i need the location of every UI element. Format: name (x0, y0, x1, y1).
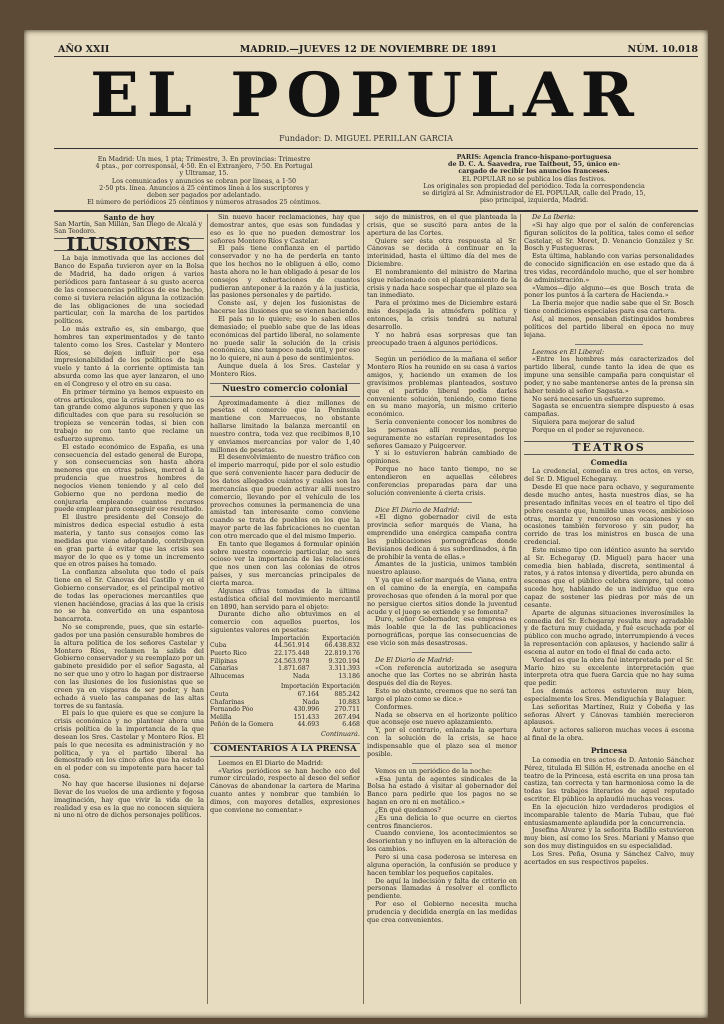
article-paragraph: Nada se observa en el horizonte político que aconseje ese nuevo aplazamiento. (367, 710, 517, 727)
article-paragraph: El nombramiento del ministro de Marina sigue relacionado con el planteamiento de la crisis y nada hace sospechar que el plazo sea tan inmediato. (367, 267, 517, 300)
trade-table-1 (210, 635, 360, 681)
table-cell: 270.711 (334, 706, 360, 714)
column-1 (54, 214, 204, 1014)
table-cell: 67.164 (297, 691, 320, 699)
subsection-title-princesa: Princesa (590, 746, 628, 755)
article-paragraph: Y no habrá esas sorpresas que tan preocupado traen á algunos periódicos. (367, 330, 517, 347)
table-cell: 24.563.978 (274, 657, 310, 665)
article-paragraph: Conste así, y dejen los fusionistas de hacerse las ilusiones que se vienen haciendo. (210, 299, 360, 316)
masthead-title: EL POPULAR (90, 59, 642, 132)
article-paragraph: Porque en el poder se rejuvenece. (532, 425, 645, 434)
continues-label: Continuará. (320, 730, 360, 738)
section-title-comentarios: COMENTARIOS Á LA PRENSA (210, 743, 360, 757)
column-divider (520, 214, 521, 1004)
article-paragraph: En primer término ya hemos expuesto en otros artículos, que la crisis financiera no es tan grande como algunos suponen y que las dificultades con que para su resolución se tropieza se vencerán todas, si bien con trabajo no con tanto que reclame un esfuerzo supremo. (54, 387, 204, 443)
section-title-comercio: Nuestro comercio colonial (210, 383, 360, 397)
article-paragraph: El ilustre presidente del Consejo de ministros dedica especial estudio á esta materia, y tanto sus consejos como las medidas que viene adoptando, contribuyen en gran parte á evitar que las crisis sea mayor de lo que es y tome un incremento que en otros países ha tomado. (54, 513, 204, 569)
subsection-title-comedia: Comedia (590, 457, 628, 467)
subscription-line: y Ultramar, 15. (179, 169, 229, 178)
article-paragraph: Aproximadamente á diez millones de pesetas el comercio que la Península mantiene con Marruecos, no obstante hallarse limitado la balanza mercantil en nuestro contra, toda vez que recibimos 8,10 y enviamos mercancías por valor de 1,40 millones de pesetas. (210, 398, 360, 454)
table-cell: Ceuta (210, 691, 229, 699)
article-paragraph: De aquí la indecisión y falta de criterio en personas llamadas á resolver el conflicto pendiente. (367, 876, 517, 901)
table-cell: Filipinas (210, 657, 238, 665)
table-cell: Peñón de la Gomera (210, 721, 274, 729)
article-paragraph: Y ya que el señor marqués de Viana, entra en el camino de la energía, en campaña provechosas que ofenden á la moral por que no persigue ciertos sitios donde la juventud acude y el juego se extiende y se fomenta? (367, 576, 517, 616)
article-paragraph: La comedia en tres actos de D. Antonio Sánchez Pérez, titulada El Sillón H, estrenada anoche en el teatro de la Princesa, está escrita en una prosa tan castiza, tan correcta y tan harmoniosa como la de todas las trabajos literarios de aquel reputado escritor. El público la aplaudió muchas veces. (524, 755, 694, 804)
subscription-line: Los comunicados y anuncios se cobran por lineas, a 1·50 (111, 176, 297, 185)
article-paragraph: ¿Es una delicia lo que ocurre en ciertos centros financieros. (367, 813, 517, 830)
table-cell: 3.311.393 (328, 665, 360, 673)
article-paragraph: No hay que hacerse ilusiones ni dejarse llevar de los vuelos de una ardiente y fogosa imaginación, hay que vivir la vida de la realidad y esa es la que no conocen siquiera ni uno ni otro de dichos personajes políticos. (54, 779, 204, 820)
table-cell: 267.494 (334, 713, 360, 721)
article-paragraph: Cuando conviene, los acontecimientos se desorientan y no influyen en la alteración de los cambios. (367, 829, 517, 854)
table-cell: 9.320.194 (328, 657, 360, 665)
separator (412, 652, 472, 653)
article-paragraph: El país no lo quiere; eso lo saben ellos demasiado; el pueblo sabe que de las ideas económicas del partido liberal, no solamente no puede salir la solución de la crisis económica, sino tampoco nada útil, y por eso no lo quiere, ni aun á peso de sentimientos. (210, 314, 360, 363)
table-row (210, 658, 360, 666)
article-paragraph: Aunque duela á los Sres. Castelar y Montero Ríos. (210, 362, 360, 378)
article-lead: De La Iberia: (532, 214, 576, 221)
article-paragraph: Los Sres. Peña, Osuna y Sánchez Calvo, muy acertados en sus respectivos papeles. (524, 849, 694, 866)
table-cell: Alhucemas (210, 672, 245, 680)
table-cell: Nada (292, 672, 310, 680)
column-divider (363, 214, 364, 1004)
article-paragraph: Según un periódico de la mañana el señor Montero Ríos ha reunido en su casa á varios amigos, y, haciendo un examen de los gravísimos problemas planteados, sostuvo que el partido liberal podía darles conveniente solución, teniendo, como tiene en su mano mayoría, un mismo criterio económico. (367, 355, 517, 419)
table-cell: 44.561.914 (274, 642, 310, 650)
santo-box (54, 214, 204, 236)
article-paragraph: Y si lo estuvieron habrán cambiado de opiniones. (367, 449, 517, 466)
table-row (210, 691, 360, 699)
article-paragraph: La confianza absoluta que todo el país tiene en el Sr. Cánovas del Castillo y en el Gobierno conservador, es el principal motivo de todas las operaciones mercantiles que vienen haciéndose, gracias á las que la crisis no se ha convertido en una espantosa bancarrota. (54, 568, 204, 624)
article-paragraph: La credencial, comedia en tres actos, en verso, del Sr. D. Miguel Echegaray. (524, 467, 694, 484)
agency-line: se dirigirá al Sr. Administrador de EL POPULAR, calle del Prado, 15, (422, 189, 646, 198)
article-paragraph: Josefina Alvarez y la señorita Badillo estuvieron muy bien, así como los Sres. Mariani y Manso que son dos muy distinguidos en su especialidad. (524, 826, 694, 851)
column-4 (524, 214, 694, 1014)
article-paragraph: Durante dicho año obtuvimos en el comercio con aquellos puertos, los siguientes valores en pesetas: (210, 610, 360, 635)
table-row (210, 706, 360, 714)
column-divider (207, 214, 208, 1004)
article-paragraph: Amantes de la justicia, unimos también nuestro aplauso. (367, 560, 517, 577)
article-paragraph: ¿En qué quedamos? (375, 805, 441, 814)
article-paragraph: En la ejecución hizo verdaderos prodigios el incomparable talento de María Tubau, que fué entusiasmamente aplaudida por la concurrencia. (524, 802, 694, 827)
top-line (58, 44, 698, 55)
article-paragraph: «Varios periódicos se han hecho eco del rumor circulado, respecto al deseo del señor Cánovas de abandonar la cartera de Marina cuanto antes y nombrar que también lo dimos, con mayores detalles, expresiones que conviene no comentar.» (210, 766, 360, 814)
subscription-info (64, 156, 344, 206)
article-paragraph: Sagasta se encuentra siempre dispuesto á esas campañas. (524, 402, 694, 419)
agency-line: EL POPULAR no se publica los días festivos. (462, 174, 606, 183)
masthead-rule (54, 148, 698, 149)
agency-line: de D. C. A. Saavedra, rue Taitbout, 55, único en- (447, 160, 620, 169)
article-lead: Leemos en El Liberal: (532, 347, 605, 356)
article-paragraph: Algunas cifras tomadas de la última estadística oficial del movimiento mercantil en 1890, han servido para el objeto: (210, 586, 360, 611)
table-cell: Nada (302, 698, 320, 706)
table-row (210, 699, 360, 707)
separator (412, 763, 472, 764)
article-paragraph: Desde El que nace para ochavo, y seguramente desde mucho antes, hasta nuestros días, se ha presentado infinitas veces en el teatro el tipo del pobre cesante que, humilde unas veces, ambicioso otras, mordaz y rencoroso en ocasiones y en ocasiones también fervoroso y sin pudor, ha corrido de tras los ministros en busca de una credencial. (524, 483, 694, 547)
dateline: MADRID.—JUEVES 12 DE NOVIEMBRE DE 1891 (239, 44, 498, 55)
header-bottom-rule (54, 210, 698, 212)
article-lead: Dice El Diario de Madrid: (375, 505, 460, 514)
table-header (210, 635, 259, 643)
article-paragraph: «Vamos—dijo alguno—es que Bosch trata de poner los puntos á la cartera de Hacienda.» (524, 283, 694, 300)
agency-info (384, 154, 684, 204)
agency-line: PARIS: Agencia franco-hispano-portuguesa (456, 153, 612, 161)
table-header: Exportación (322, 683, 360, 691)
table-cell: Cuba (210, 642, 227, 650)
article-paragraph: No será necesario un esfuerzo supremo. (532, 394, 666, 403)
table-cell: 22.175.448 (274, 650, 310, 658)
article-paragraph: El país lo que quiere es que se conjure la crisis económica y no plantear ahora una crisis política de la importancia de la que desean los Sres. Castelar y Montero Ríos. El país lo que necesita es administración y no política, y ya el partido liberal ha demostrado en los cinco años que ha estado en el poder con su impotente para hacer tal cosa. (54, 709, 204, 781)
santo-text: San Martín, San Millán, San Diego de Alcalá y San Teodoro. (54, 221, 203, 236)
article-paragraph: El desenvolvimiento de nuestro tráfico con el imperio marroquí, pide por el solo estudio que será conveniente hacer para deducir de los datos allegados cuántos y cuáles son las mercancías que pueden activar allí nuestro comercio, llevando por el vehículo de los provechos comunes la permanencia de una amistad tan interesante como conviene cuando se trata de pueblos en los que la mayor parte de las fabricaciones no cuentan con otro mercado que el del mismo Imperio. (210, 453, 360, 540)
table-cell: 44.693 (297, 721, 320, 729)
separator (412, 351, 472, 352)
article-paragraph: Vemos en un periódico de la noche: (375, 766, 492, 775)
article-lead: Leemos en El Diario de Madrid: (218, 758, 324, 767)
santo-title: Santo de hoy (103, 214, 155, 222)
table-cell: 1.871.687 (278, 665, 310, 673)
article-paragraph: «Esa junta de agentes sindicales de la Bolsa ha estado á visitar al gobernador del Banco para pedirle que los pagos no se hagan en oro ni en metálico.» (367, 774, 517, 807)
table-row (210, 665, 360, 673)
article-paragraph: Porque no hace tanto tiempo, no se entendieron en aquellas célebres conferencias preparadas para dar una solución conveniente á cierta crisis. (367, 465, 517, 497)
subscription-line: 2·50 pts. línea. Anuncios á 25 céntimos línea á los suscriptores y (99, 183, 309, 192)
table-cell: Puerto Rico (210, 650, 247, 658)
table-row (210, 673, 360, 681)
table-header: Importación (280, 683, 320, 691)
article-paragraph: Por eso el Gobierno necesita mucha prudencia y decidida energía en las medidas que crea convenientes. (367, 900, 517, 924)
article-paragraph: Autor y actores salieron muchas veces á escena al final de la obra. (524, 726, 694, 743)
article-paragraph: Así, al menos, pensaban distinguidos hombres políticos del partido liberal en época no muy lejana. (524, 314, 694, 339)
article-paragraph: sejo de ministros, en el que planteada la crisis, que se suscitó para antes de la apertura de las Cortes. (367, 214, 517, 237)
subscription-line: El número de periódicos 25 céntimos y números atrasados 25 céntimos. (87, 198, 321, 207)
founder-line: Fundador: D. MIGUEL PERILLAN GARCIA (279, 134, 453, 143)
table-row (210, 642, 360, 650)
agency-line: piso principal, izquierda, Madrid. (479, 196, 589, 205)
article-paragraph: Quiere ser ésta otra respuesta al Sr. Cánovas se decida á continuar en la interinidad, hasta el último día del mes de Diciembre. (367, 236, 517, 269)
table-header-row (210, 683, 360, 691)
quote-paragraph: «El digno gobernador civil de esta provincia señor marqués de Viana, ha emprendido una enérgica campaña contra las publicaciones pornográficas donde Bevisianos dedican á sus subordinados, á fin de prohibir la venta de ellas.» (367, 513, 517, 561)
subscription-line: deben ser pagados por adelantado. (146, 191, 261, 200)
article-paragraph: Pero si una casa poderosa se interesa en alguna operación, la confusión se produce y hacen temblar los pequeños capitales. (367, 852, 517, 877)
column-3 (367, 214, 517, 1014)
separator (412, 502, 472, 503)
article-paragraph: El país tiene confianza en el partido conservador y no ha de perderla en tanto que los hechos no le obliguen á ello, como hasta ahora no le han obligado á pesar de los consejos y exhortaciones de cuantos pudieran anteponer á la razón y á la justicia, las pasiones personales y de partido. (210, 244, 360, 300)
table-cell: 22.819.176 (324, 650, 360, 658)
article-paragraph: El estado económico de España, es una consecuencia del estado general de Europa, y son consecuencias son hasta ahora menores que en otras países, merced á la prudencia que nuestros hombres de negocios vienen teniendo y al celo del Gobierno que no perdona medio de conjurarla empleando cuantos recursos puede emplear para conseguir ese resultado. (54, 442, 204, 514)
article-paragraph: Las señoritas Martínez, Ruiz y Cobeña y las señoras Alvert y Cánovas también merecieron aplausos. (524, 702, 694, 727)
article-paragraph: Los demás actores estuvieron muy bien, especialmente los Sres. Mendiguchía y Balaguer. (524, 687, 694, 703)
column-2 (210, 214, 360, 1014)
subscription-line: 4 ptas., por corresponsal, 4·50. En el Extranjero, 7·50. En Portugal (95, 162, 313, 171)
table-header: Importación (271, 634, 310, 642)
article-paragraph: No se comprende, pues, que sin estarle-gados por una pasión censurable hombres de la altura política de los señores Castelar y Montero Ríos, reclamen la salida del Gobierno conservador y su reemplazo por un gabinete presidido por el señor Sagasta, al no ser que uno y otro lo hagan por distraerse con las ilusiones de los fusionistas que se creen ya en vísperas de ser poder, y han echado á vuelo las campanas de las altas torres de su fantasía. (54, 623, 204, 710)
article-paragraph: Siquiera para mejorar de salud (532, 418, 635, 427)
top-rule (54, 56, 698, 57)
article-paragraph: «Entre los hombres más caracterizados del partido liberal, cunde tanto la idea de que es impune una sensible campaña para conquistar el poder, y no sabe mantenerse antes de la prensa sin haber tenido al señor Sagasta.» (524, 355, 694, 395)
table-cell: 13.186 (338, 672, 360, 680)
article-paragraph: Conformes. (375, 702, 413, 711)
trade-table-2 (210, 683, 360, 729)
article-paragraph: Y, por el contrario, enlazada la apertura con la solución de la crisis, se hace indispensable que el plazo sea el menor posible. (367, 726, 517, 758)
article-paragraph: Verdad es que la obra fué interpretada por el Sr. Mario hizo su excelente interpretación que interpreta otra que fuera Garcia que no hay suma que pedir. (524, 655, 694, 688)
table-cell: 6.468 (342, 721, 360, 729)
article-paragraph: Para el próximo mes de Diciembre estará más despejada la atmósfera política y entonces, la crisis tendrá su natural desarrollo. (367, 299, 517, 331)
separator (575, 344, 643, 345)
table-row (210, 721, 360, 729)
table-row (210, 714, 360, 722)
table-cell: 10.883 (338, 698, 360, 706)
table-cell: 66.438.832 (324, 642, 360, 650)
table-cell: 885.242 (334, 691, 360, 699)
table-cell: 430.996 (293, 706, 320, 714)
table-cell: Chafarinas (210, 698, 245, 706)
table-cell: 151.433 (293, 713, 320, 721)
table-header: Exportación (322, 634, 360, 642)
article-paragraph: Lo más extraño es, sin embargo, que hombres tan experimentados y de tanto talento como los Sres. Castelar y Montero Ríos, se dejen influir por esa impresionabilidad de los políticos de baja vuelo y tanto á la corriente optimista tan absurda como las que ayer lanzaron, el uno en el Congreso y el otro en su casa. (54, 325, 204, 388)
article-paragraph: En tanto que llegamos á formular opinión sobre nuestro comercio particular, no será ocioso ver la importancia de las relaciones que nos unen con las colonias de otros países, y sus mercancías principales de cierta marca. (210, 539, 360, 587)
quote-paragraph: «Con referencia autorizada se asegura anoche que las Cortes no se abrirán hasta después del día de Reyes. (367, 663, 517, 688)
section-title-teatros: TEATROS (524, 441, 694, 455)
table-cell: Melilla (210, 713, 232, 721)
article-paragraph: Aparte de algunas situaciones inverosímiles la comedia del Sr. Echegaray resulta muy agradable y de factura muy cuidada, y fué escuchada por el público con mucho agrado, interrumpiendo á veces la representación con aplausos, y haciendo salir á escena al autor en todo el final de cada acto. (524, 608, 694, 656)
agency-line: cargado de recibir los anuncios franceses. (458, 167, 610, 176)
agency-line: Los originales son propiedad del periódico. Toda la correspondencia (423, 181, 645, 190)
article-paragraph: Sin nuevo hacer reclamaciones, hay que demostrar antes, que esas son fundadas y eso es lo que no pueden demostrar los señores Montero Ríos y Castelar. (210, 214, 360, 245)
article-paragraph: Esta última, hablando con varias personalidades de conocido significación en ese estado que da á tres vidas, recordándolo mucho, que el ser hombre de administración.» (524, 252, 694, 284)
article-paragraph: Sería conveniente conocer los nombres de las personas allí reunidas, porque seguramente no estarían representados los señores Gamazo y Puigcerver. (367, 418, 517, 450)
article-paragraph: Duro, señor Gobernador, esa empresa es más loable que la de las publicaciones pornográficas, porque las consecuencias de ese vicio son más desastrosas. (367, 615, 517, 647)
table-header-row (210, 635, 360, 643)
headline-ilusiones: ILUSIONES (54, 238, 204, 252)
article-lead: De El Diario de Madrid: (375, 655, 454, 664)
quote-paragraph: Esto no obstante, creemos que no será tan largo el plazo como se dice.» (367, 687, 517, 703)
article-paragraph: La Iberia mejor que nadie sabe que el Sr. Bosch tiene condiciones especiales para esa cartera. (524, 299, 694, 316)
table-row (210, 650, 360, 658)
newspaper-page (24, 30, 708, 1018)
issue-number: NÚM. 10.018 (627, 44, 698, 55)
article-paragraph: Este mismo tipo con idéntico asunto ha servido al Sr. Echegaray (D. Miguel) para hacer una comedia bien hablada, discreta, sentimental á ratos, y á ratos intensa y divertida, pero abunda en escenas que el público celebra siempre, tal como sucede hoy, hablando de un individuo que era capaz de sostener las piedras por más de un cesante. (524, 545, 694, 609)
article-paragraph: La baja inmotivada que las acciones del Banco de España tuvieron ayer en la Bolsa de Madrid, ha dado origen á varios periódicos para fantasear á su gusto acerca de las consecuencias políticas de ese hecho, como si tuviera relación alguna la cotización de las obligaciones de una sociedad particular, con la marcha de los partidos políticos. (54, 254, 204, 326)
table-header (210, 683, 278, 691)
article-paragraph: «Si hay algo que por el salón de conferencias figuran solícitos de la política, tales como el señor Castelar, el Sr. Moret, D. Venancio González y Sr. Bosch y Fustegueras. (524, 220, 694, 253)
year-label: AÑO XXII (58, 44, 110, 55)
table-cell: Fernando Póo (210, 706, 254, 714)
table-cell: Canarias (210, 665, 238, 673)
subscription-line: En Madrid: Un mes, 1 pta; Trimestre, 3. En provincias: Trimestre (97, 155, 311, 163)
